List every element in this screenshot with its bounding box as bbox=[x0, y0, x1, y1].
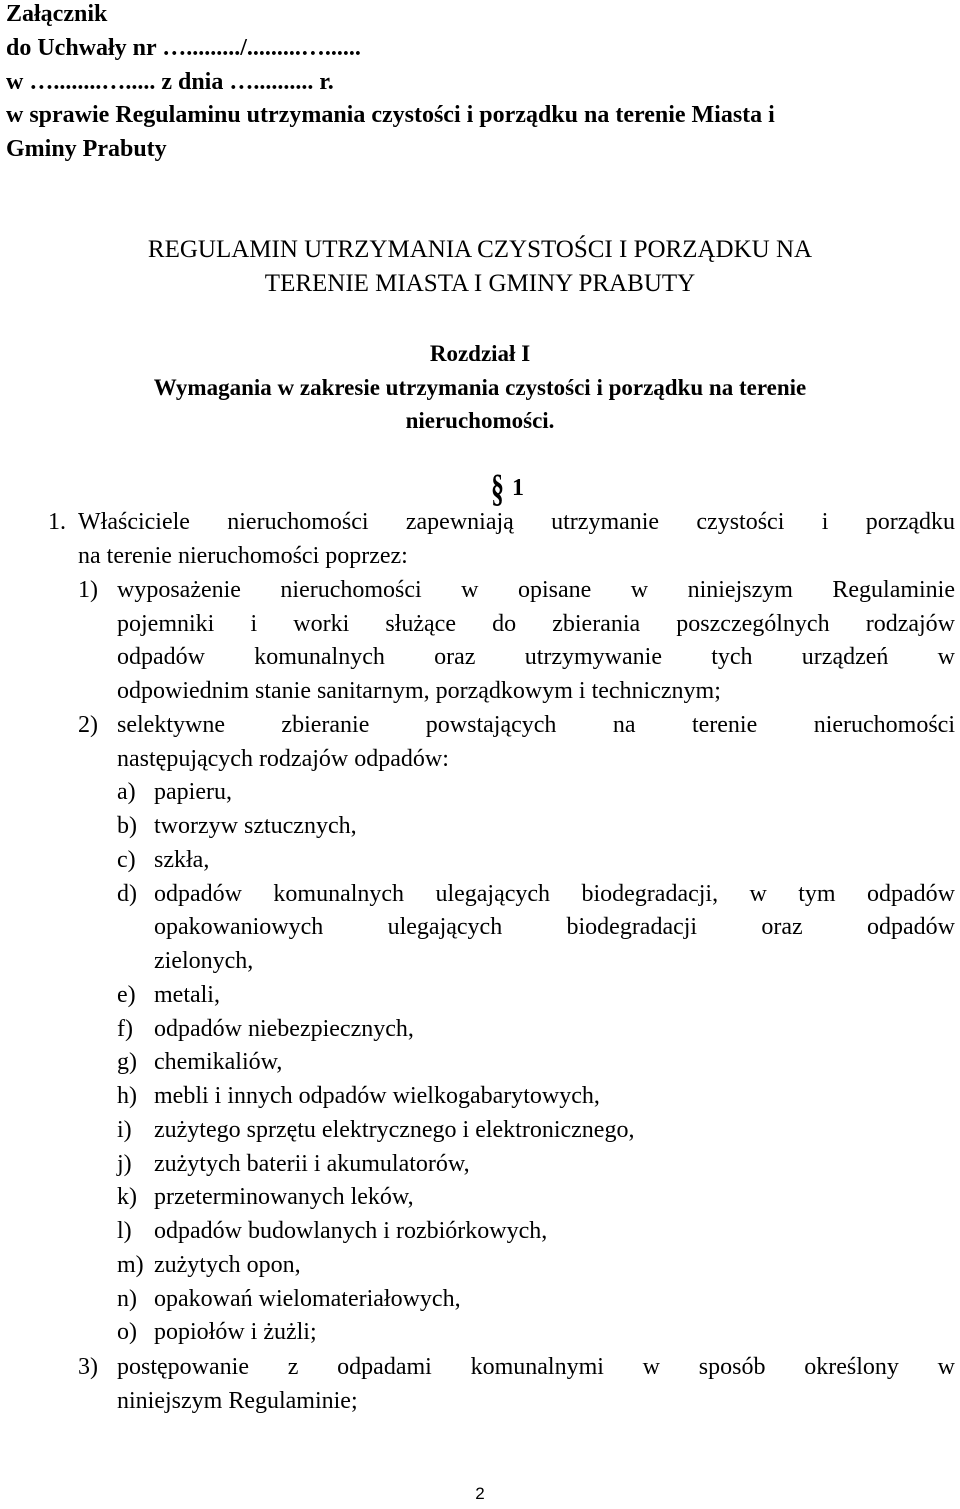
list-item-letter: o) bbox=[117, 1319, 137, 1345]
list-item-letter: e) bbox=[117, 982, 136, 1008]
paragraph-text-line1: Właściciele nieruchomości zapewniają utrzymanie czystości i porządku bbox=[78, 509, 955, 535]
list-item-text: papieru, bbox=[154, 779, 232, 805]
list-item-text: popiołów i żużli; bbox=[154, 1319, 317, 1345]
chapter-heading-line1: Wymagania w zakresie utrzymania czystości i porządku na terenie bbox=[153, 375, 807, 400]
section-heading bbox=[0, 466, 960, 510]
list-item-letter: i) bbox=[117, 1117, 132, 1143]
point-text-line: selektywne zbieranie powstających na terenie nieruchomości bbox=[117, 712, 955, 738]
list-item-letter: j) bbox=[117, 1151, 132, 1177]
list-item-letter: b) bbox=[117, 813, 137, 839]
list-item-text: zużytych baterii i akumulatorów, bbox=[154, 1151, 470, 1177]
list-item-text: opakowań wielomateriałowych, bbox=[154, 1286, 461, 1312]
point-text-line: postępowanie z odpadami komunalnymi w sposób określony w bbox=[117, 1354, 955, 1380]
document-title-line1: REGULAMIN UTRZYMANIA CZYSTOŚCI I PORZĄDKU NA bbox=[147, 236, 813, 263]
resolution-subject-line2: Gminy Prabuty bbox=[6, 136, 167, 162]
point-number: 3) bbox=[78, 1354, 98, 1380]
list-item-text: tworzyw sztucznych, bbox=[154, 813, 357, 839]
document-title-line2: TERENIE MIASTA I GMINY PRABUTY bbox=[264, 270, 696, 297]
list-item-letter: l) bbox=[117, 1218, 132, 1244]
paragraph-text-line2: na terenie nieruchomości poprzez: bbox=[78, 543, 408, 569]
section-sign: § bbox=[491, 466, 504, 510]
list-item-letter: d) bbox=[117, 881, 137, 907]
list-item-text: odpadów budowlanych i rozbiórkowych, bbox=[154, 1218, 548, 1244]
resolution-date: w …........…..... z dnia ….......... r. bbox=[6, 69, 334, 95]
list-item-text: chemikaliów, bbox=[154, 1049, 283, 1075]
list-item-text: mebli i innych odpadów wielkogabarytowych, bbox=[154, 1083, 600, 1109]
point-text-line: niniejszym Regulaminie; bbox=[117, 1388, 358, 1414]
section-number: 1 bbox=[512, 475, 524, 501]
point-text-line: następujących rodzajów odpadów: bbox=[117, 746, 449, 772]
list-item-letter: a) bbox=[117, 779, 136, 805]
point-number: 1) bbox=[78, 577, 98, 603]
point-text-line: odpadów komunalnych oraz utrzymywanie tych urządzeń w bbox=[117, 644, 955, 670]
list-item-text: odpadów komunalnych ulegających biodegradacji, w tym odpadów bbox=[154, 881, 955, 907]
list-item-letter: g) bbox=[117, 1049, 137, 1075]
point-number: 2) bbox=[78, 712, 98, 738]
attachment-label: Załącznik bbox=[6, 1, 108, 27]
point-text-line: odpowiednim stanie sanitarnym, porządkowym i technicznym; bbox=[117, 678, 721, 704]
list-item-text: zużytych opon, bbox=[154, 1252, 301, 1278]
list-item-text: zużytego sprzętu elektrycznego i elektronicznego, bbox=[154, 1117, 635, 1143]
point-text-line: wyposażenie nieruchomości w opisane w niniejszym Regulaminie bbox=[117, 577, 955, 603]
list-item-letter: h) bbox=[117, 1083, 137, 1109]
list-item-text: odpadów niebezpiecznych, bbox=[154, 1016, 414, 1042]
resolution-number: do Uchwały nr …........./.........…...... bbox=[6, 35, 361, 61]
list-item-letter: k) bbox=[117, 1184, 137, 1210]
list-item-text: metali, bbox=[154, 982, 220, 1008]
list-item-text: zielonych, bbox=[154, 948, 254, 974]
point-text-line: pojemniki i worki służące do zbierania poszczególnych rodzajów bbox=[117, 611, 955, 637]
list-item-text: szkła, bbox=[154, 847, 210, 873]
paragraph-number: 1. bbox=[48, 509, 66, 535]
chapter-name: Rozdział I bbox=[429, 341, 531, 366]
list-item-letter: f) bbox=[117, 1016, 133, 1042]
list-item-text: opakowaniowych ulegających biodegradacji oraz odpadów bbox=[154, 914, 955, 940]
resolution-subject-line1: w sprawie Regulaminu utrzymania czystości i porządku na terenie Miasta i bbox=[6, 102, 775, 128]
list-item-text: przeterminowanych leków, bbox=[154, 1184, 414, 1210]
page-number: 2 bbox=[475, 1484, 485, 1503]
list-item-letter: m) bbox=[117, 1252, 144, 1278]
list-item-letter: n) bbox=[117, 1286, 137, 1312]
chapter-heading-line2: nieruchomości. bbox=[405, 408, 555, 433]
list-item-letter: c) bbox=[117, 847, 136, 873]
